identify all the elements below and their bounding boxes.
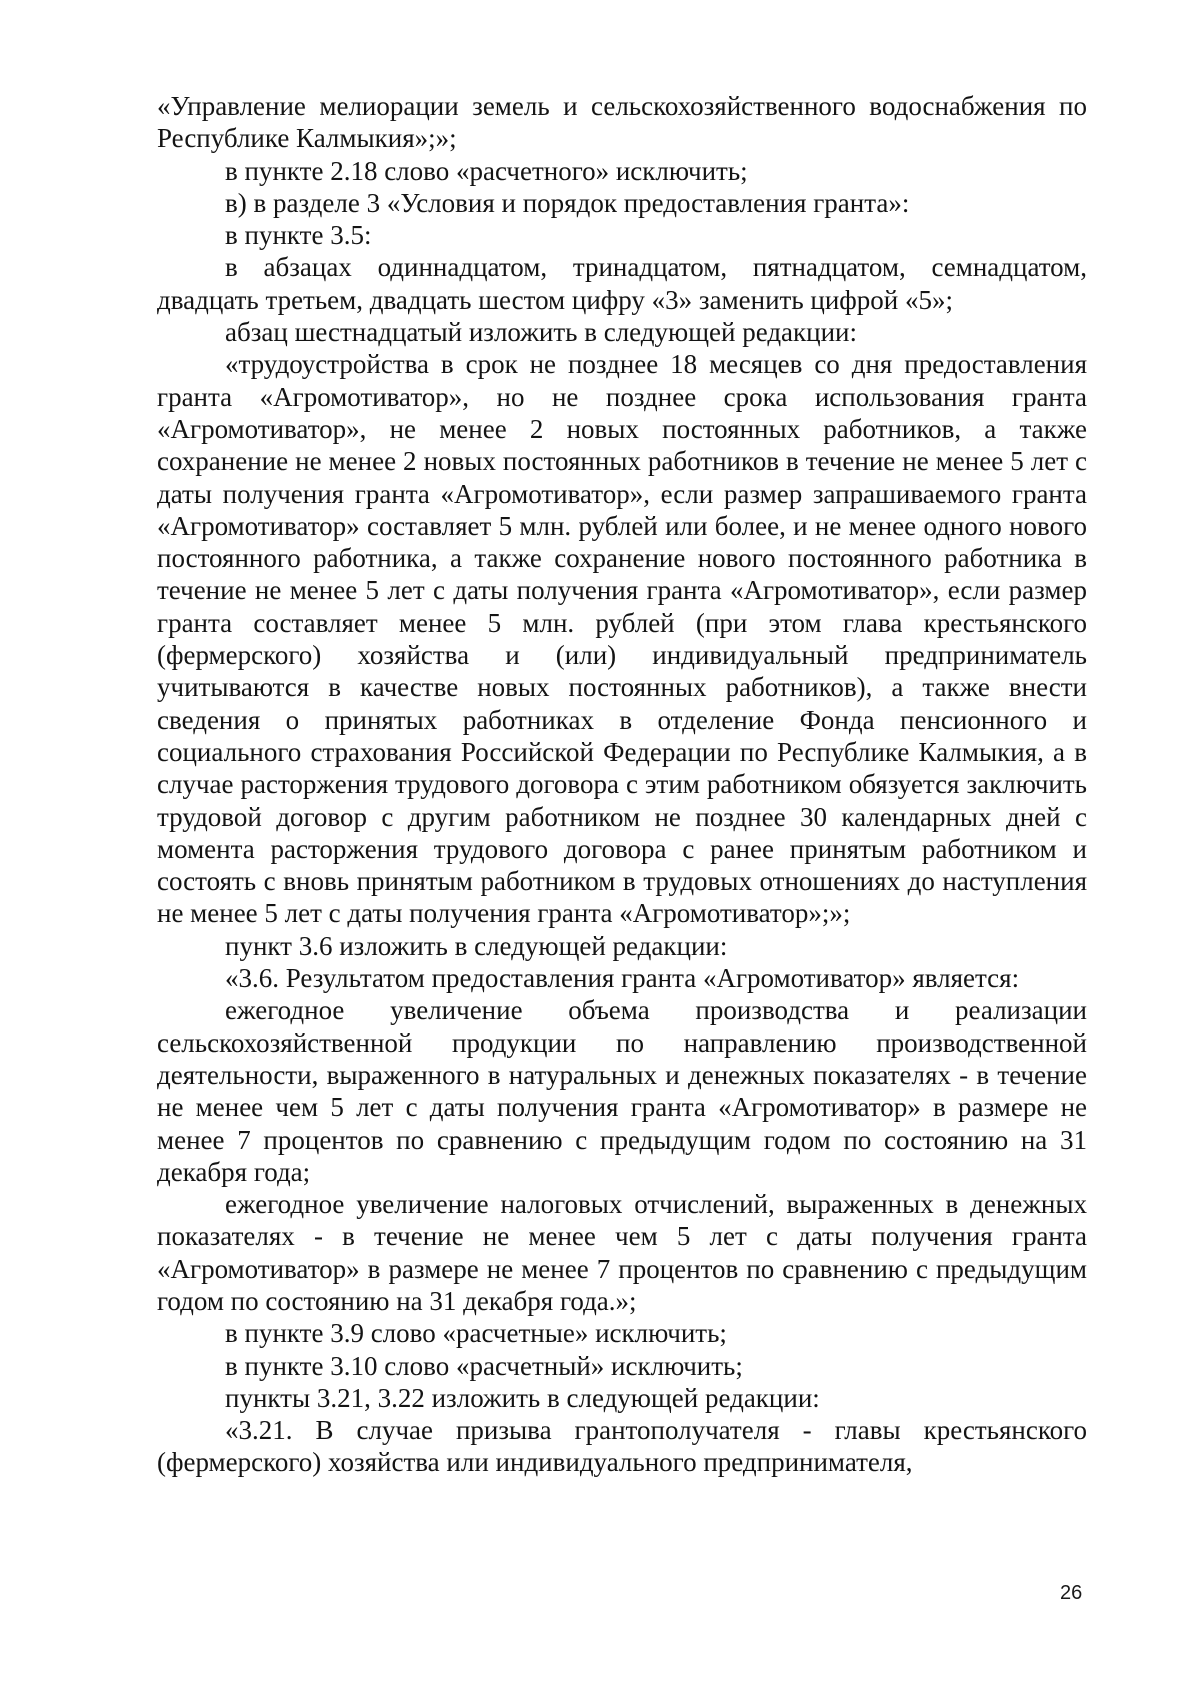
paragraph: «3.21. В случае призыва грантополучателя - главы крестьянского (фермерского) хозяйства или индивидуального предпринимателя, [157,1415,1087,1478]
paragraph: пункт 3.6 изложить в следующей редакции: [225,930,728,961]
document-body [157,90,1087,1479]
paragraph: в пункте 3.5: [225,220,372,251]
paragraph: в пункте 3.10 слово «расчетный» исключить; [225,1350,743,1381]
paragraph: «Управление мелиорации земель и сельскохозяйственного водоснабжения по Республике Калмыкия»;»; [157,91,1087,154]
paragraph: в пункте 2.18 слово «расчетного» исключить; [225,155,748,186]
paragraph: «трудоустройства в срок не позднее 18 месяцев со дня предоставления гранта «Агромотиватор», но не позднее срока использования гранта «Агромотиватор», не менее 2 новых постоянных работников, а также сохранение не менее 2 новых постоянных работников в течение не менее 5 лет с даты получения гранта «Агромотиватор», если размер запрашиваемого гранта «Агромотиватор» составляет 5 млн. рублей или более, и не менее одного нового постоянного работника, а также сохранение нового постоянного работника в течение не менее 5 лет с даты получения гранта «Агромотиватор», если размер гранта составляет менее 5 млн. рублей (при этом глава крестьянского (фермерского) хозяйства и (или) индивидуальный предприниматель учитываются в качестве новых постоянных работников), а также внести сведения о принятых работниках в отделение Фонда пенсионного и социального страхования Российской Федерации по Республике Калмыкия, а в случае расторжения трудового договора с этим работником обязуется заключить трудовой договор с другим работником не позднее 30 календарных дней с момента расторжения трудового договора с ранее принятым работником и состоять с вновь принятым работником в трудовых отношениях до наступления не менее 5 лет с даты получения гранта «Агромотиватор»;»; [157,349,1087,929]
page-number: 26 [1060,1582,1083,1604]
paragraph: пункты 3.21, 3.22 изложить в следующей редакции: [225,1382,820,1413]
paragraph: «3.6. Результатом предоставления гранта «Агромотиватор» является: [225,963,1020,994]
paragraph: в) в разделе 3 «Условия и порядок предоставления гранта»: [225,187,910,218]
paragraph: ежегодное увеличение налоговых отчислений, выраженных в денежных показателях - в течение не менее чем 5 лет с даты получения гранта «Агромотиватор» в размере не менее 7 процентов по сравнению с предыдущим годом по состоянию на 31 декабря года.»; [157,1189,1087,1316]
paragraph: ежегодное увеличение объема производства и реализации сельскохозяйственной продукции по направлению производственной деятельности, выраженного в натуральных и денежных показателях - в течение не менее чем 5 лет с даты получения гранта «Агромотиватор» в размере не менее 7 процентов по сравнению с предыдущим годом по состоянию на 31 декабря года; [157,995,1087,1187]
paragraph: в пункте 3.9 слово «расчетные» исключить; [225,1318,727,1349]
paragraph: в абзацах одиннадцатом, тринадцатом, пятнадцатом, семнадцатом, двадцать третьем, двадцать шестом цифру «3» заменить цифрой «5»; [157,252,1087,315]
paragraph: абзац шестнадцатый изложить в следующей редакции: [225,317,858,348]
